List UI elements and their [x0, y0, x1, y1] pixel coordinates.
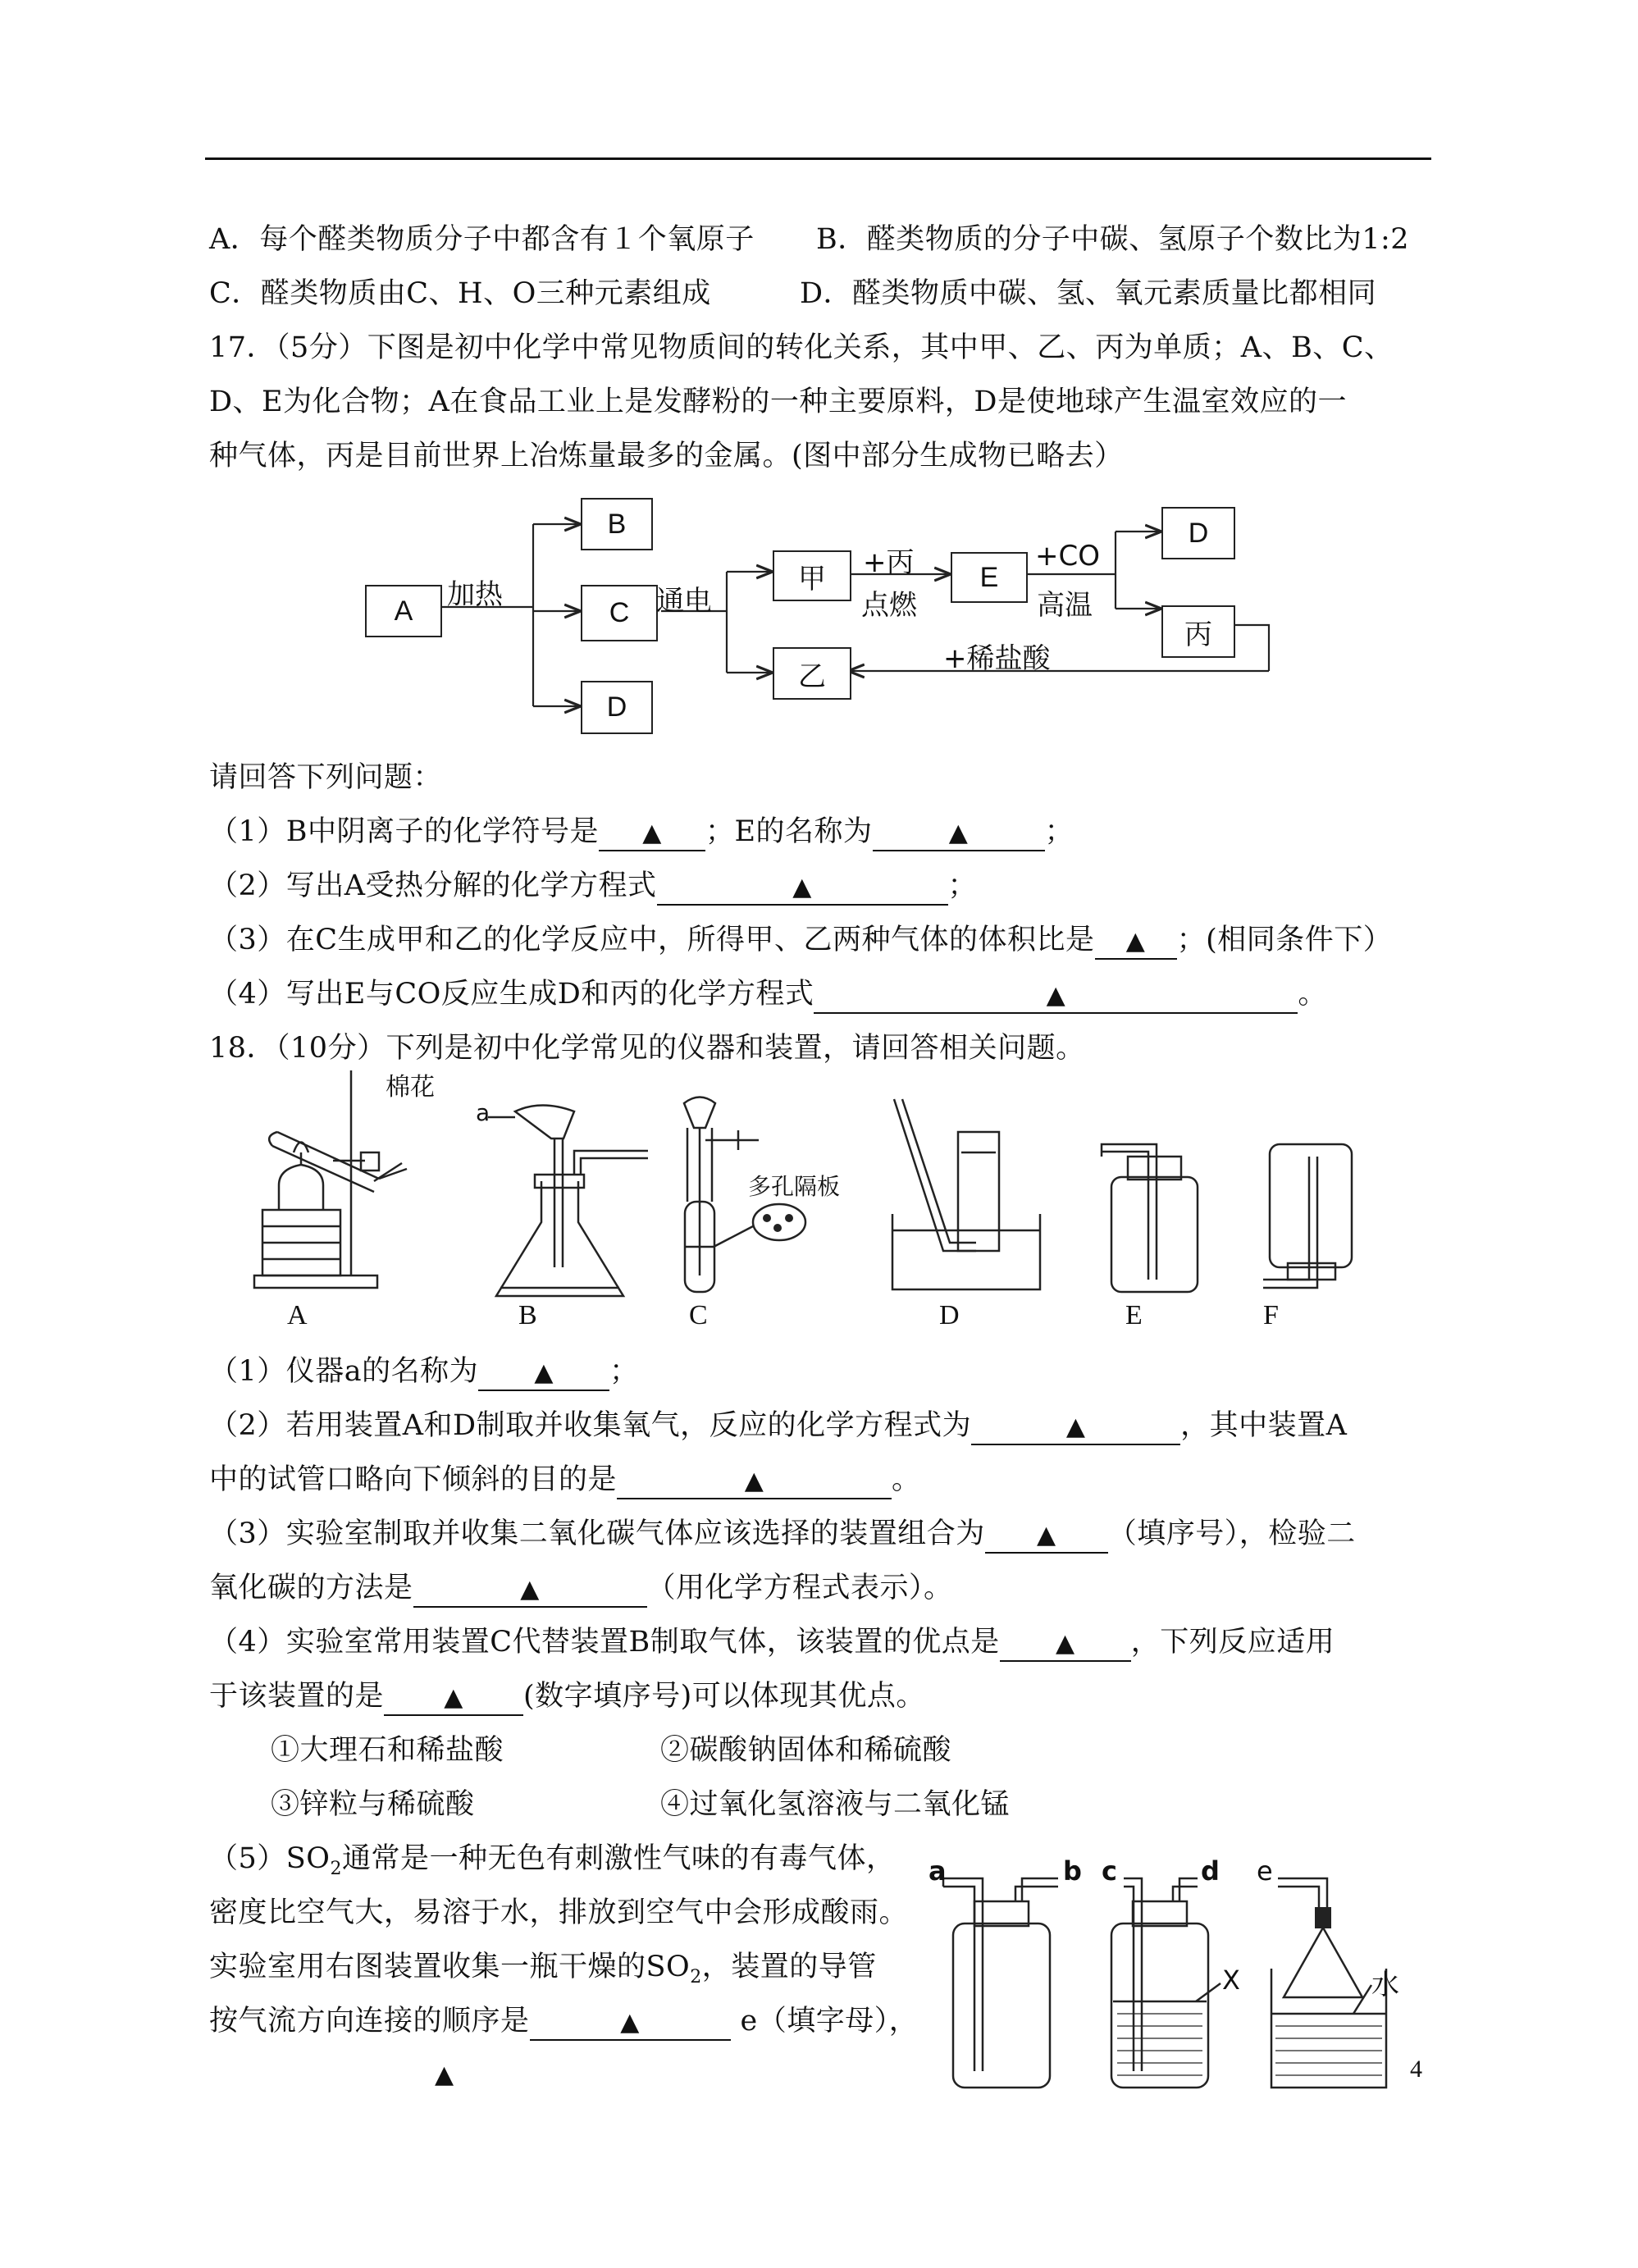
label-porous-plate: 多孔隔板	[748, 1173, 841, 1200]
option-b: B．醛类物质的分子中碳、氢原子个数比为1:2	[816, 223, 1410, 256]
node-d-left: D	[581, 681, 653, 734]
q18-sub2-line2: 中的试管口略向下倾斜的目的是 ▲ 。	[209, 1462, 921, 1499]
q17-line2: D、E为化合物；A在食品工业上是发酵粉的一种主要原料，D是使地球产生温室效应的一	[209, 386, 1347, 418]
q18-sub5-line1: $(5)SO_2$通常是一种无色有刺激性气味的有毒气体，	[209, 1842, 896, 1879]
label-plus-bing: +丙	[863, 546, 915, 579]
q18-sub5-line2: 密度比空气大，易溶于水，排放到空气中会形成酸雨。	[209, 1896, 909, 1929]
apparatus-label-e: E	[1125, 1300, 1143, 1330]
node-d-right: D	[1161, 507, 1235, 559]
so2-label-d: d	[1201, 1855, 1220, 1887]
q18-sub1: （1）仪器a的名称为 ▲ ；	[209, 1353, 639, 1391]
choice-1: ①大理石和稀盐酸	[271, 1734, 504, 1767]
so2-label-c: c	[1102, 1855, 1117, 1887]
node-bing: 丙	[1161, 605, 1235, 658]
page-number: 4	[1410, 2056, 1422, 2083]
q18-sub3-line2: 氧化碳的方法是 ▲ （用化学方程式表示）。	[209, 1570, 953, 1608]
q18-sub5-line4: 按气流方向连接的顺序是 ▲ e（填字母），	[209, 2003, 918, 2041]
label-instrument-a: a	[476, 1099, 490, 1126]
so2-label-b: b	[1063, 1855, 1082, 1887]
apparatus-label-b: B	[518, 1300, 537, 1330]
q17-sub4: （4）写出E与CO反应生成D和丙的化学方程式 ▲ 。	[209, 976, 1327, 1014]
choice-4: ④过氧化氢溶液与二氧化锰	[660, 1788, 1011, 1821]
apparatus-label-a: A	[287, 1300, 308, 1330]
q18-sub2-line1: （2）若用装置A和D制取并收集氧气，反应的化学方程式为 ▲ ，其中装置A	[209, 1408, 1347, 1445]
option-d: D．醛类物质中碳、氢、氧元素质量比都相同	[800, 277, 1377, 310]
label-plus-hcl: +稀盐酸	[943, 642, 1051, 675]
q17-prompt: 请回答下列问题：	[209, 761, 443, 794]
q18-sub5-answer-marker: ▲	[435, 2060, 454, 2089]
option-a: A．每个醛类物质分子中都含有１个氧原子	[209, 223, 755, 256]
node-c: C	[581, 585, 658, 641]
option-c: C．醛类物质由C、H、O三种元素组成	[209, 277, 711, 310]
label-high-temp: 高温	[1037, 589, 1093, 622]
apparatus-label-c: C	[689, 1300, 708, 1330]
label-plus-co: +CO	[1035, 540, 1100, 573]
so2-label-a: a	[929, 1855, 947, 1887]
apparatus-label-d: D	[939, 1300, 960, 1330]
node-a: A	[365, 585, 442, 637]
label-ignite: 点燃	[861, 589, 917, 622]
so2-label-water: 水	[1371, 1969, 1399, 2001]
q17-sub1: （1）B中阴离子的化学符号是 ▲ ；E的名称为 ▲ ；	[209, 814, 1074, 851]
label-electrolysis: 通电	[656, 585, 712, 618]
so2-label-e: e	[1257, 1855, 1273, 1887]
node-e: E	[951, 552, 1028, 603]
q18-sub5-line3: 实验室用右图装置收集一瓶干燥的$SO_2$，装置的导管	[209, 1951, 877, 1987]
q17-line1: 17．（5分）下图是初中化学中常见物质间的转化关系，其中甲、乙、丙为单质；A、B、C、	[209, 331, 1394, 364]
q18-sub4-line2: 于该装置的是 ▲ (数字填序号)可以体现其优点。	[209, 1678, 925, 1716]
q17-sub3: （3）在C生成甲和乙的化学反应中，所得甲、乙两种气体的体积比是 ▲ ；(相同条件下）	[209, 922, 1392, 960]
q17-sub2: （2）写出A受热分解的化学方程式 ▲ ；	[209, 868, 977, 906]
apparatus-label-f: F	[1263, 1300, 1279, 1330]
node-yi: 乙	[773, 647, 851, 700]
node-b: B	[581, 498, 653, 550]
q17-line3: 种气体，丙是目前世界上冶炼量最多的金属。(图中部分生成物已略去）	[209, 440, 1124, 472]
choice-2: ②碳酸钠固体和稀硫酸	[660, 1734, 952, 1767]
q18-sub4-line1: （4）实验室常用装置C代替装置B制取气体，该装置的优点是 ▲ ，下列反应适用	[209, 1624, 1335, 1662]
so2-label-x: X	[1222, 1965, 1240, 1996]
q18-line1: 18．（10分）下列是初中化学常见的仪器和装置，请回答相关问题。	[209, 1032, 1085, 1065]
label-cotton: 棉花	[386, 1073, 435, 1102]
choice-3: ③锌粒与稀硫酸	[271, 1788, 475, 1821]
label-heat: 加热	[447, 578, 503, 611]
q18-sub3-line1: （3）实验室制取并收集二氧化碳气体应该选择的装置组合为 ▲ （填序号），检验二	[209, 1516, 1356, 1554]
node-jia: 甲	[773, 550, 851, 601]
